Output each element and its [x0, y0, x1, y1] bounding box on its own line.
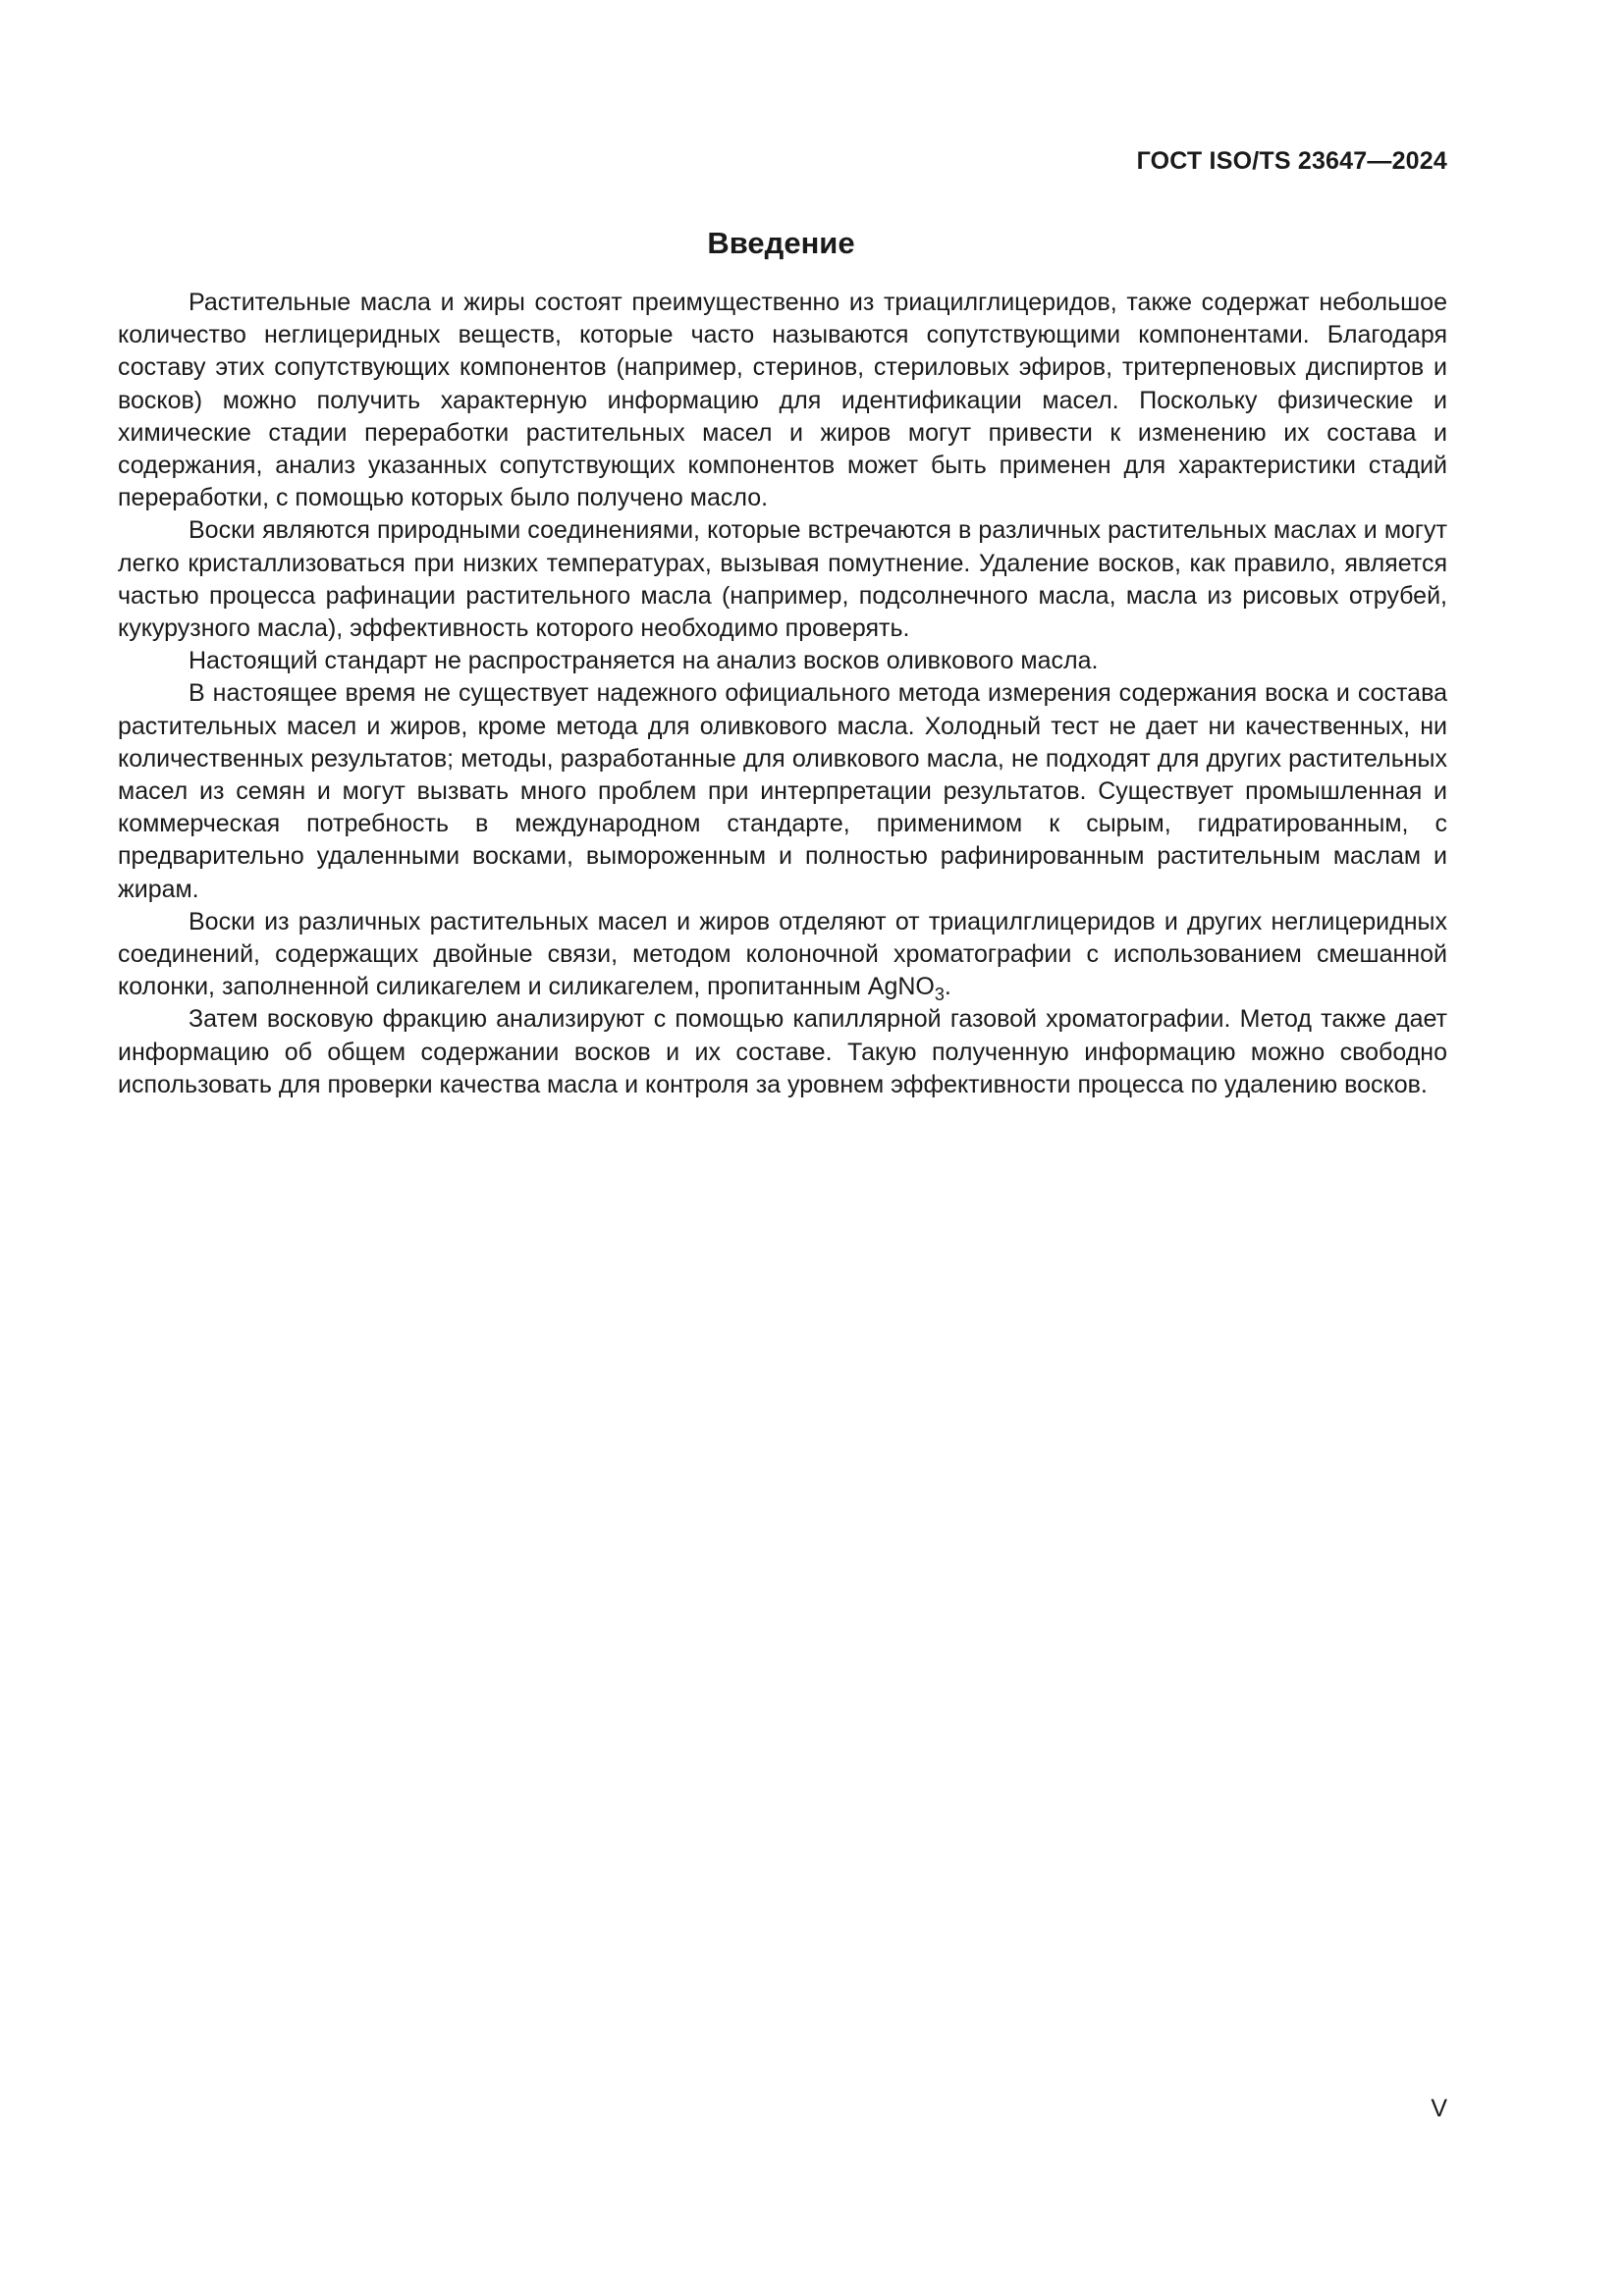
paragraph: В настоящее время не существует надежного официального метода измерения содержания воска и состава растительных масел и жиров, кроме метода для оливкового масла. Холодный тест не дает ни качественных, ни количественных результатов; методы, разработанные для оливкового масла, не подходят для других растительных масел из семян и могут вызвать много проблем при интерпретации результатов. Существует промышленная и коммерческая потребность в международном стандарте, применимом к сырым, гидратированным, с предварительно удаленными восками, вымороженным и полностью рафинированным растительным маслам и жирам.: [118, 679, 1447, 903]
formula-subscript: 3: [934, 985, 945, 1005]
section-title: Введение: [707, 226, 855, 260]
paragraph: Настоящий стандарт не распространяется на анализ восков оливкового масла.: [189, 647, 1099, 675]
paragraph-with-formula: [118, 906, 1447, 1004]
paragraph-text: Воски из различных растительных масел и жиров отделяют от триацилглицеридов и других неглицеридных соединений, содержащих двойные связи, методом колоночной хроматографии с использованием смешанной колонки, заполненной силикагелем и силикагелем, пропитанным AgNO: [118, 907, 1447, 1001]
paragraph: Воски являются природными соединениями, которые встречаются в различных растительных маслах и могут легко кристаллизоваться при низких температурах, вызывая помутнение. Удаление восков, как правило, является частью процесса рафинации растительного масла (например, подсолнечного масла, масла из рисовых отрубей, кукурузного масла), эффективность которого необходимо проверять.: [118, 516, 1447, 643]
paragraph: Затем восковую фракцию анализируют с помощью капиллярной газовой хроматографии. Метод также дает информацию об общем содержании восков и их составе. Такую полученную информацию можно свободно использовать для проверки качества масла и контроля за уровнем эффективности процесса по удалению восков.: [118, 1005, 1447, 1098]
paragraph: Растительные масла и жиры состоят преимущественно из триацилглицеридов, также содержат небольшое количество неглицеридных веществ, которые часто называются сопутствующими компонентами. Благодаря составу этих сопутствующих компонентов (например, стеринов, стериловых эфиров, тритерпеновых диспиртов и восков) можно получить характерную информацию для идентификации масел. Поскольку физические и химические стадии переработки растительных масел и жиров могут привести к изменению их состава и содержания, анализ указанных сопутствующих компонентов может быть применен для характеристики стадий переработки, с помощью которых было получено масло.: [118, 289, 1447, 512]
page-number: V: [1431, 2095, 1447, 2122]
formula-end-punct: .: [944, 973, 951, 1001]
body-text: [118, 287, 1447, 1101]
document-code: ГОСТ ISO/TS 23647—2024: [1136, 147, 1447, 175]
